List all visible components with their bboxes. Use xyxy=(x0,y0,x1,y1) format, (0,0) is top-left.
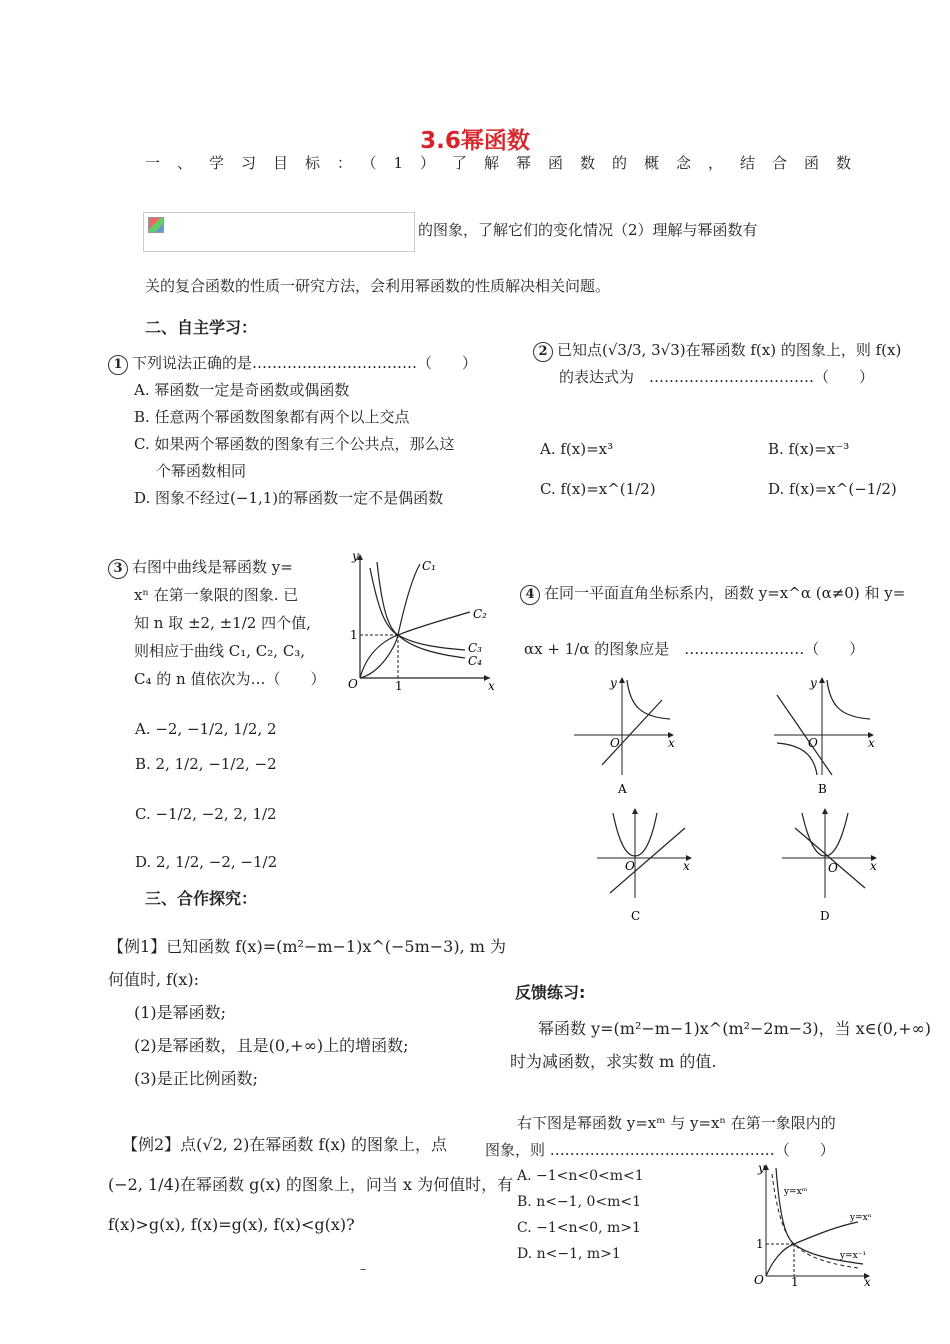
q2-option-c: C. f(x)=x^(1/2) xyxy=(540,480,656,498)
goals-line-2: 的图象，了解它们的变化情况（2）理解与幂函数有 xyxy=(418,221,758,239)
q4-caption-a: A xyxy=(618,782,627,796)
q4-number: 4 xyxy=(520,585,540,605)
goals-line-1: 一、学习目标：（1）了解幂函数的概念，结合函数 xyxy=(145,154,869,172)
label-ym: y=xᵐ xyxy=(784,1187,808,1197)
svg-text:x: x xyxy=(870,859,877,873)
q3-line-2: xⁿ 在第一象限的图象. 已 xyxy=(134,586,299,604)
fq-option-b: B. n<−1, 0<m<1 xyxy=(517,1194,642,1210)
q3-c2: C₂ xyxy=(473,607,487,621)
q3-option-a: A. −2, −1/2, 1/2, 2 xyxy=(135,720,277,738)
svg-text:y: y xyxy=(810,676,817,690)
q3-option-c: C. −1/2, −2, 2, 1/2 xyxy=(135,805,277,823)
q4-line-1: 4 在同一平面直角坐标系内，函数 y=x^α (α≠0) 和 y= xyxy=(520,565,905,621)
question-2 xyxy=(533,337,901,391)
q3-c3: C₃ xyxy=(468,641,482,655)
example-1 xyxy=(108,930,506,1095)
q3-line-1: 3 右图中曲线是幂函数 y= xyxy=(108,553,325,581)
ex2-line-3: f(x)>g(x), f(x)=g(x), f(x)<g(x)? xyxy=(108,1215,355,1234)
ex1-item-1: (1)是幂函数; xyxy=(134,1003,227,1022)
svg-text:y: y xyxy=(758,1161,765,1175)
fq-option-d: D. n<−1, m>1 xyxy=(517,1246,621,1262)
feedback-question xyxy=(485,1110,836,1164)
q2-stem-2: 的表达式为 ……………………………（ ） xyxy=(559,368,875,386)
q3-option-d: D. 2, 1/2, −2, −1/2 xyxy=(135,853,278,871)
q2-number: 2 xyxy=(533,342,553,362)
q1-number: 1 xyxy=(108,355,128,375)
svg-text:O: O xyxy=(610,736,620,750)
q3-graph xyxy=(340,548,500,693)
feedback-graph xyxy=(748,1160,878,1289)
q2-stem: 2 已知点(√3/3, 3√3)在幂函数 f(x) 的图象上，则 f(x) xyxy=(533,337,901,364)
section-3-heading: 三、合作探究： xyxy=(145,889,258,908)
svg-text:x: x xyxy=(668,736,675,750)
svg-text:x: x xyxy=(864,1275,871,1289)
q4-graph-b xyxy=(772,675,882,797)
q3-origin: O xyxy=(348,677,358,691)
q3-number: 3 xyxy=(108,559,128,579)
q3-line-4: 则相应于曲线 C₁, C₂, C₃, xyxy=(134,642,306,660)
q1-option-c: C. 如果两个幂函数的图象有三个公共点，那么这 xyxy=(134,435,455,453)
q4-graph-c xyxy=(595,808,705,926)
svg-text:O: O xyxy=(625,859,635,873)
q3-c4: C₄ xyxy=(468,654,482,668)
curve-c1 xyxy=(360,564,420,678)
example-2 xyxy=(108,1125,513,1245)
fq-option-c: C. −1<n<0, m>1 xyxy=(517,1220,641,1236)
q2-option-a: A. f(x)=x³ xyxy=(540,440,614,458)
q4-caption-d: D xyxy=(820,909,830,923)
q2-option-b: B. f(x)=x⁻³ xyxy=(768,440,850,458)
q4-caption-c: C xyxy=(631,909,641,923)
ex2-line-2: (−2, 1/4)在幂函数 g(x) 的图象上，问当 x 为何值时，有 xyxy=(108,1175,514,1194)
ex1-item-3: (3)是正比例函数; xyxy=(134,1069,259,1088)
q3-line-3: 知 n 取 ±2, ±1/2 四个值, xyxy=(134,614,311,632)
q4-graph-a xyxy=(572,675,682,797)
broken-image-placeholder xyxy=(143,212,415,252)
feedback-p2: 时为减函数，求实数 m 的值. xyxy=(510,1052,717,1071)
svg-text:x: x xyxy=(868,736,875,750)
fq-options xyxy=(517,1163,644,1267)
q3-y-label: y xyxy=(352,549,359,563)
q3-line-5: C₄ 的 n 值依次为…（ ） xyxy=(134,670,326,688)
feedback-problem xyxy=(510,1012,931,1078)
q1-option-b: B. 任意两个幂函数图象都有两个以上交点 xyxy=(134,408,410,426)
ex1-line-1: 【例1】已知函数 f(x)=(m²−m−1)x^(−5m−3), m 为 xyxy=(108,937,507,956)
q4-line-2: αx + 1/α 的图象应是 ……………………（ ） xyxy=(524,640,865,658)
goals-line-3: 关的复合函数的性质一研究方法，会利用幂函数的性质解决相关问题。 xyxy=(145,277,611,295)
page-title: 3.6幂函数 xyxy=(420,128,530,154)
curve-yn xyxy=(766,1222,858,1276)
q2-option-d: D. f(x)=x^(−1/2) xyxy=(768,480,897,498)
question-1 xyxy=(108,350,477,512)
q3-option-b: B. 2, 1/2, −1/2, −2 xyxy=(135,755,277,773)
q3-one-y: 1 xyxy=(350,628,358,642)
fq-line-1: 右下图是幂函数 y=xᵐ 与 y=xⁿ 在第一象限内的 xyxy=(517,1114,836,1132)
ex1-line-2: 何值时, f(x): xyxy=(108,970,199,989)
svg-text:x: x xyxy=(683,859,690,873)
curve-c2 xyxy=(360,612,470,678)
q3-c1: C₁ xyxy=(422,559,436,573)
fq-line-2: 图象，则 ………………………………………（ ） xyxy=(485,1141,835,1159)
broken-image-icon xyxy=(148,217,164,233)
svg-text:1: 1 xyxy=(756,1237,764,1251)
section-2-heading: 二、自主学习： xyxy=(145,318,258,337)
svg-text:O: O xyxy=(808,736,818,750)
fq-option-a: A. −1<n<0<m<1 xyxy=(517,1168,644,1184)
q3-x-label: x xyxy=(488,679,495,693)
q4-graph-d xyxy=(780,808,890,926)
q1-stem: 1 下列说法正确的是……………………………（ ） xyxy=(108,350,477,377)
question-4 xyxy=(520,565,905,677)
q1-option-c-cont: 个幂函数相同 xyxy=(156,462,247,480)
question-3 xyxy=(108,553,325,693)
svg-text:1: 1 xyxy=(791,1275,799,1289)
page-footer: – xyxy=(360,1262,366,1276)
svg-text:O: O xyxy=(828,861,838,875)
q4-caption-b: B xyxy=(818,782,827,796)
q3-one-x: 1 xyxy=(395,679,403,693)
label-yinv: y=x⁻¹ xyxy=(840,1251,867,1261)
label-yn: y=xⁿ xyxy=(850,1213,872,1223)
ex2-line-1: 【例2】点(√2, 2)在幂函数 f(x) 的图象上，点 xyxy=(122,1135,447,1154)
q1-option-a: A. 幂函数一定是奇函数或偶函数 xyxy=(134,381,350,399)
feedback-p1: 幂函数 y=(m²−m−1)x^(m²−2m−3)，当 x∈(0,+∞) xyxy=(538,1019,932,1038)
svg-text:y: y xyxy=(610,676,617,690)
q1-option-d: D. 图象不经过(−1,1)的幂函数一定不是偶函数 xyxy=(134,489,444,507)
feedback-heading: 反馈练习: xyxy=(515,983,586,1002)
svg-text:O: O xyxy=(754,1273,764,1287)
ex1-item-2: (2)是幂函数，且是(0,+∞)上的增函数; xyxy=(134,1036,409,1055)
